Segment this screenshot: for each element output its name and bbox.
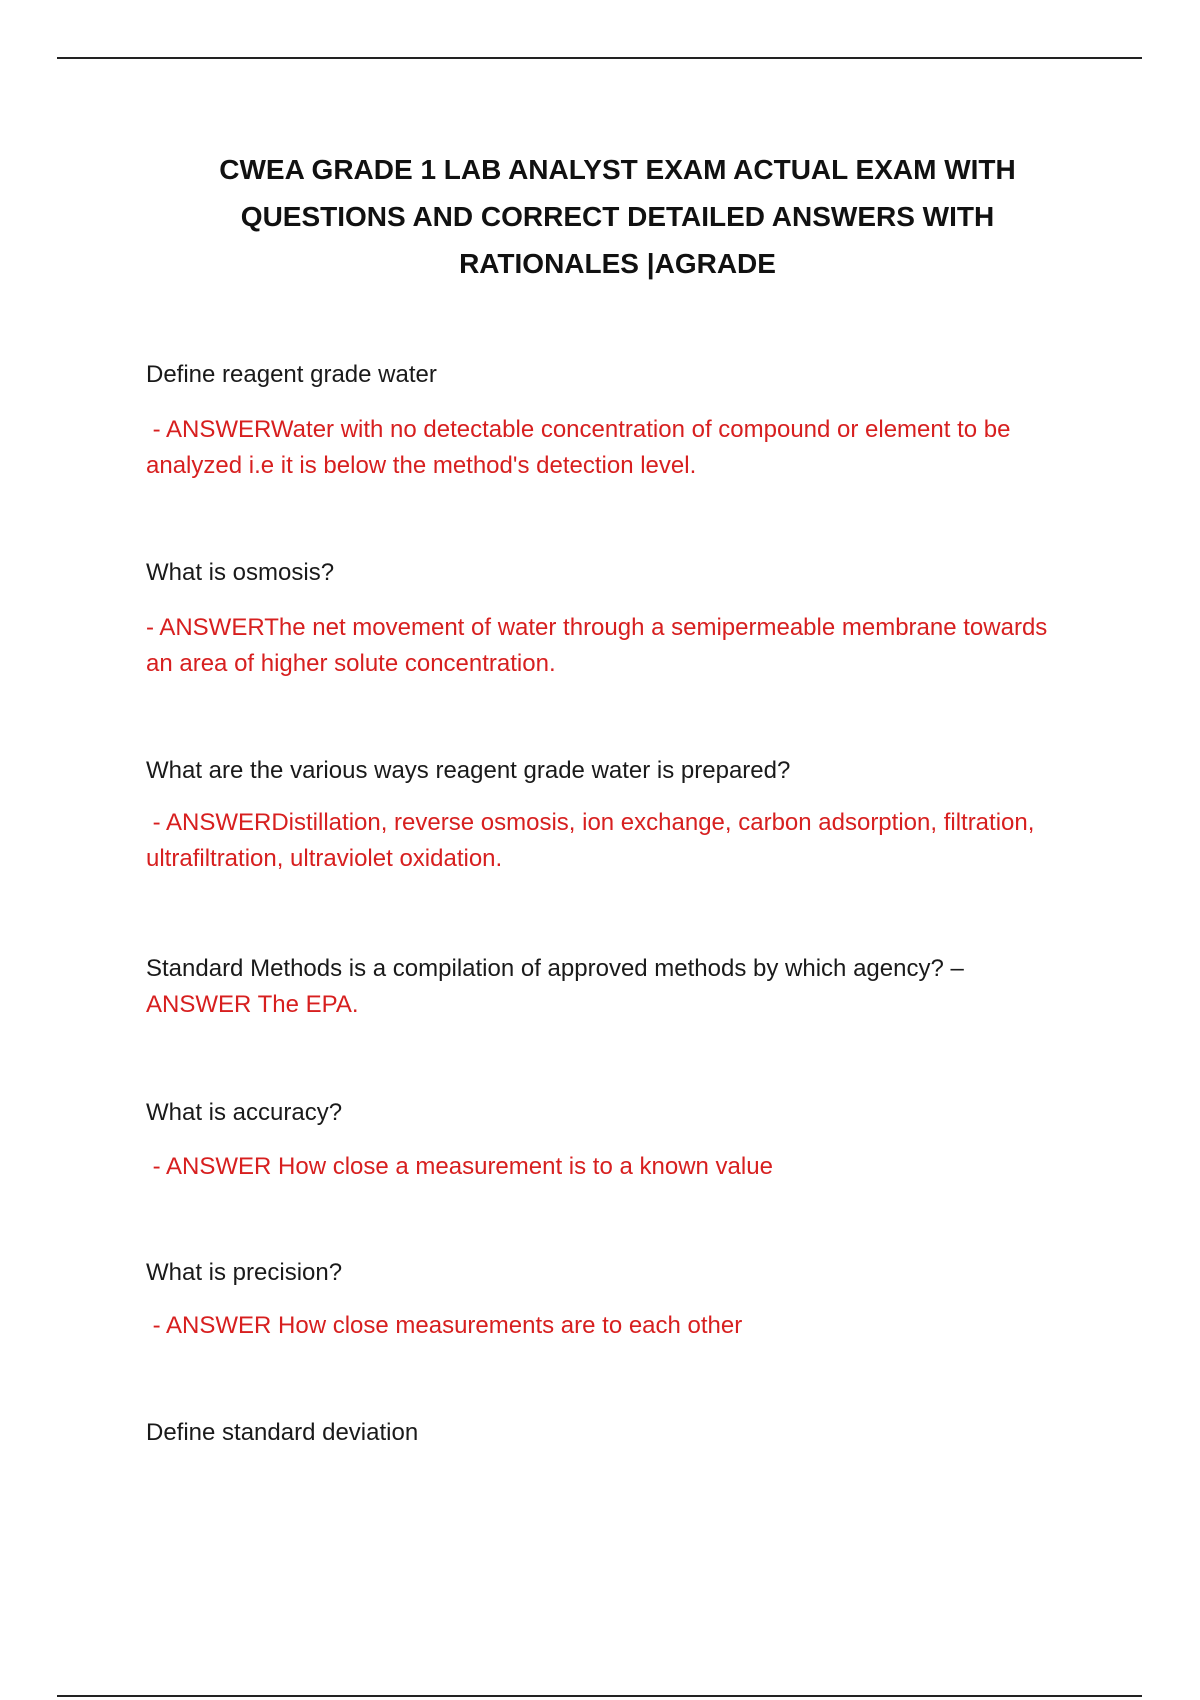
question-text: What is osmosis? <box>146 559 335 586</box>
document-title: CWEA GRADE 1 LAB ANALYST EXAM ACTUAL EXAM WITH QUESTIONS AND CORRECT DETAILED ANSWERS WITH RATIONALES |AGRADE <box>219 154 1016 279</box>
qa-item-1 <box>146 357 1076 393</box>
qa-item-6 <box>146 1255 1076 1291</box>
question-text: What is precision? <box>146 1259 343 1286</box>
qa-item-7 <box>146 1415 1076 1451</box>
answer-text: - ANSWERWater with no detectable concentration of compound or element to be analyzed i.e it is below the method's detection level. <box>146 416 1018 479</box>
question-text: Define standard deviation <box>146 1419 419 1446</box>
question-text: What are the various ways reagent grade water is prepared? <box>146 757 791 784</box>
answer-text: - ANSWERDistillation, reverse osmosis, ion exchange, carbon adsorption, filtration, ultrafiltration, ultraviolet oxidation. <box>146 809 1042 872</box>
qa-item-5 <box>146 1095 1076 1131</box>
question-text: Define reagent grade water <box>146 361 437 388</box>
answer-block-5 <box>146 1149 1076 1185</box>
answer-text: - ANSWER How close a measurement is to a known value <box>146 1153 773 1180</box>
answer-block-2 <box>146 610 1076 682</box>
answer-text: ANSWER The EPA. <box>146 991 359 1018</box>
question-text: Standard Methods is a compilation of approved methods by which agency? – <box>146 955 964 982</box>
question-text: What is accuracy? <box>146 1099 343 1126</box>
answer-block-1 <box>146 412 1076 484</box>
answer-text: - ANSWERThe net movement of water through a semipermeable membrane towards an area of higher solute concentration. <box>146 614 1048 677</box>
answer-block-6 <box>146 1308 1076 1344</box>
qa-item-2 <box>146 555 1076 591</box>
header-rule <box>57 57 1142 59</box>
qa-item-3 <box>146 753 1076 789</box>
answer-block-3 <box>146 805 1076 877</box>
answer-text: - ANSWER How close measurements are to each other <box>146 1312 743 1339</box>
footer-rule <box>57 1695 1142 1697</box>
qa-item-4 <box>146 951 1076 1023</box>
